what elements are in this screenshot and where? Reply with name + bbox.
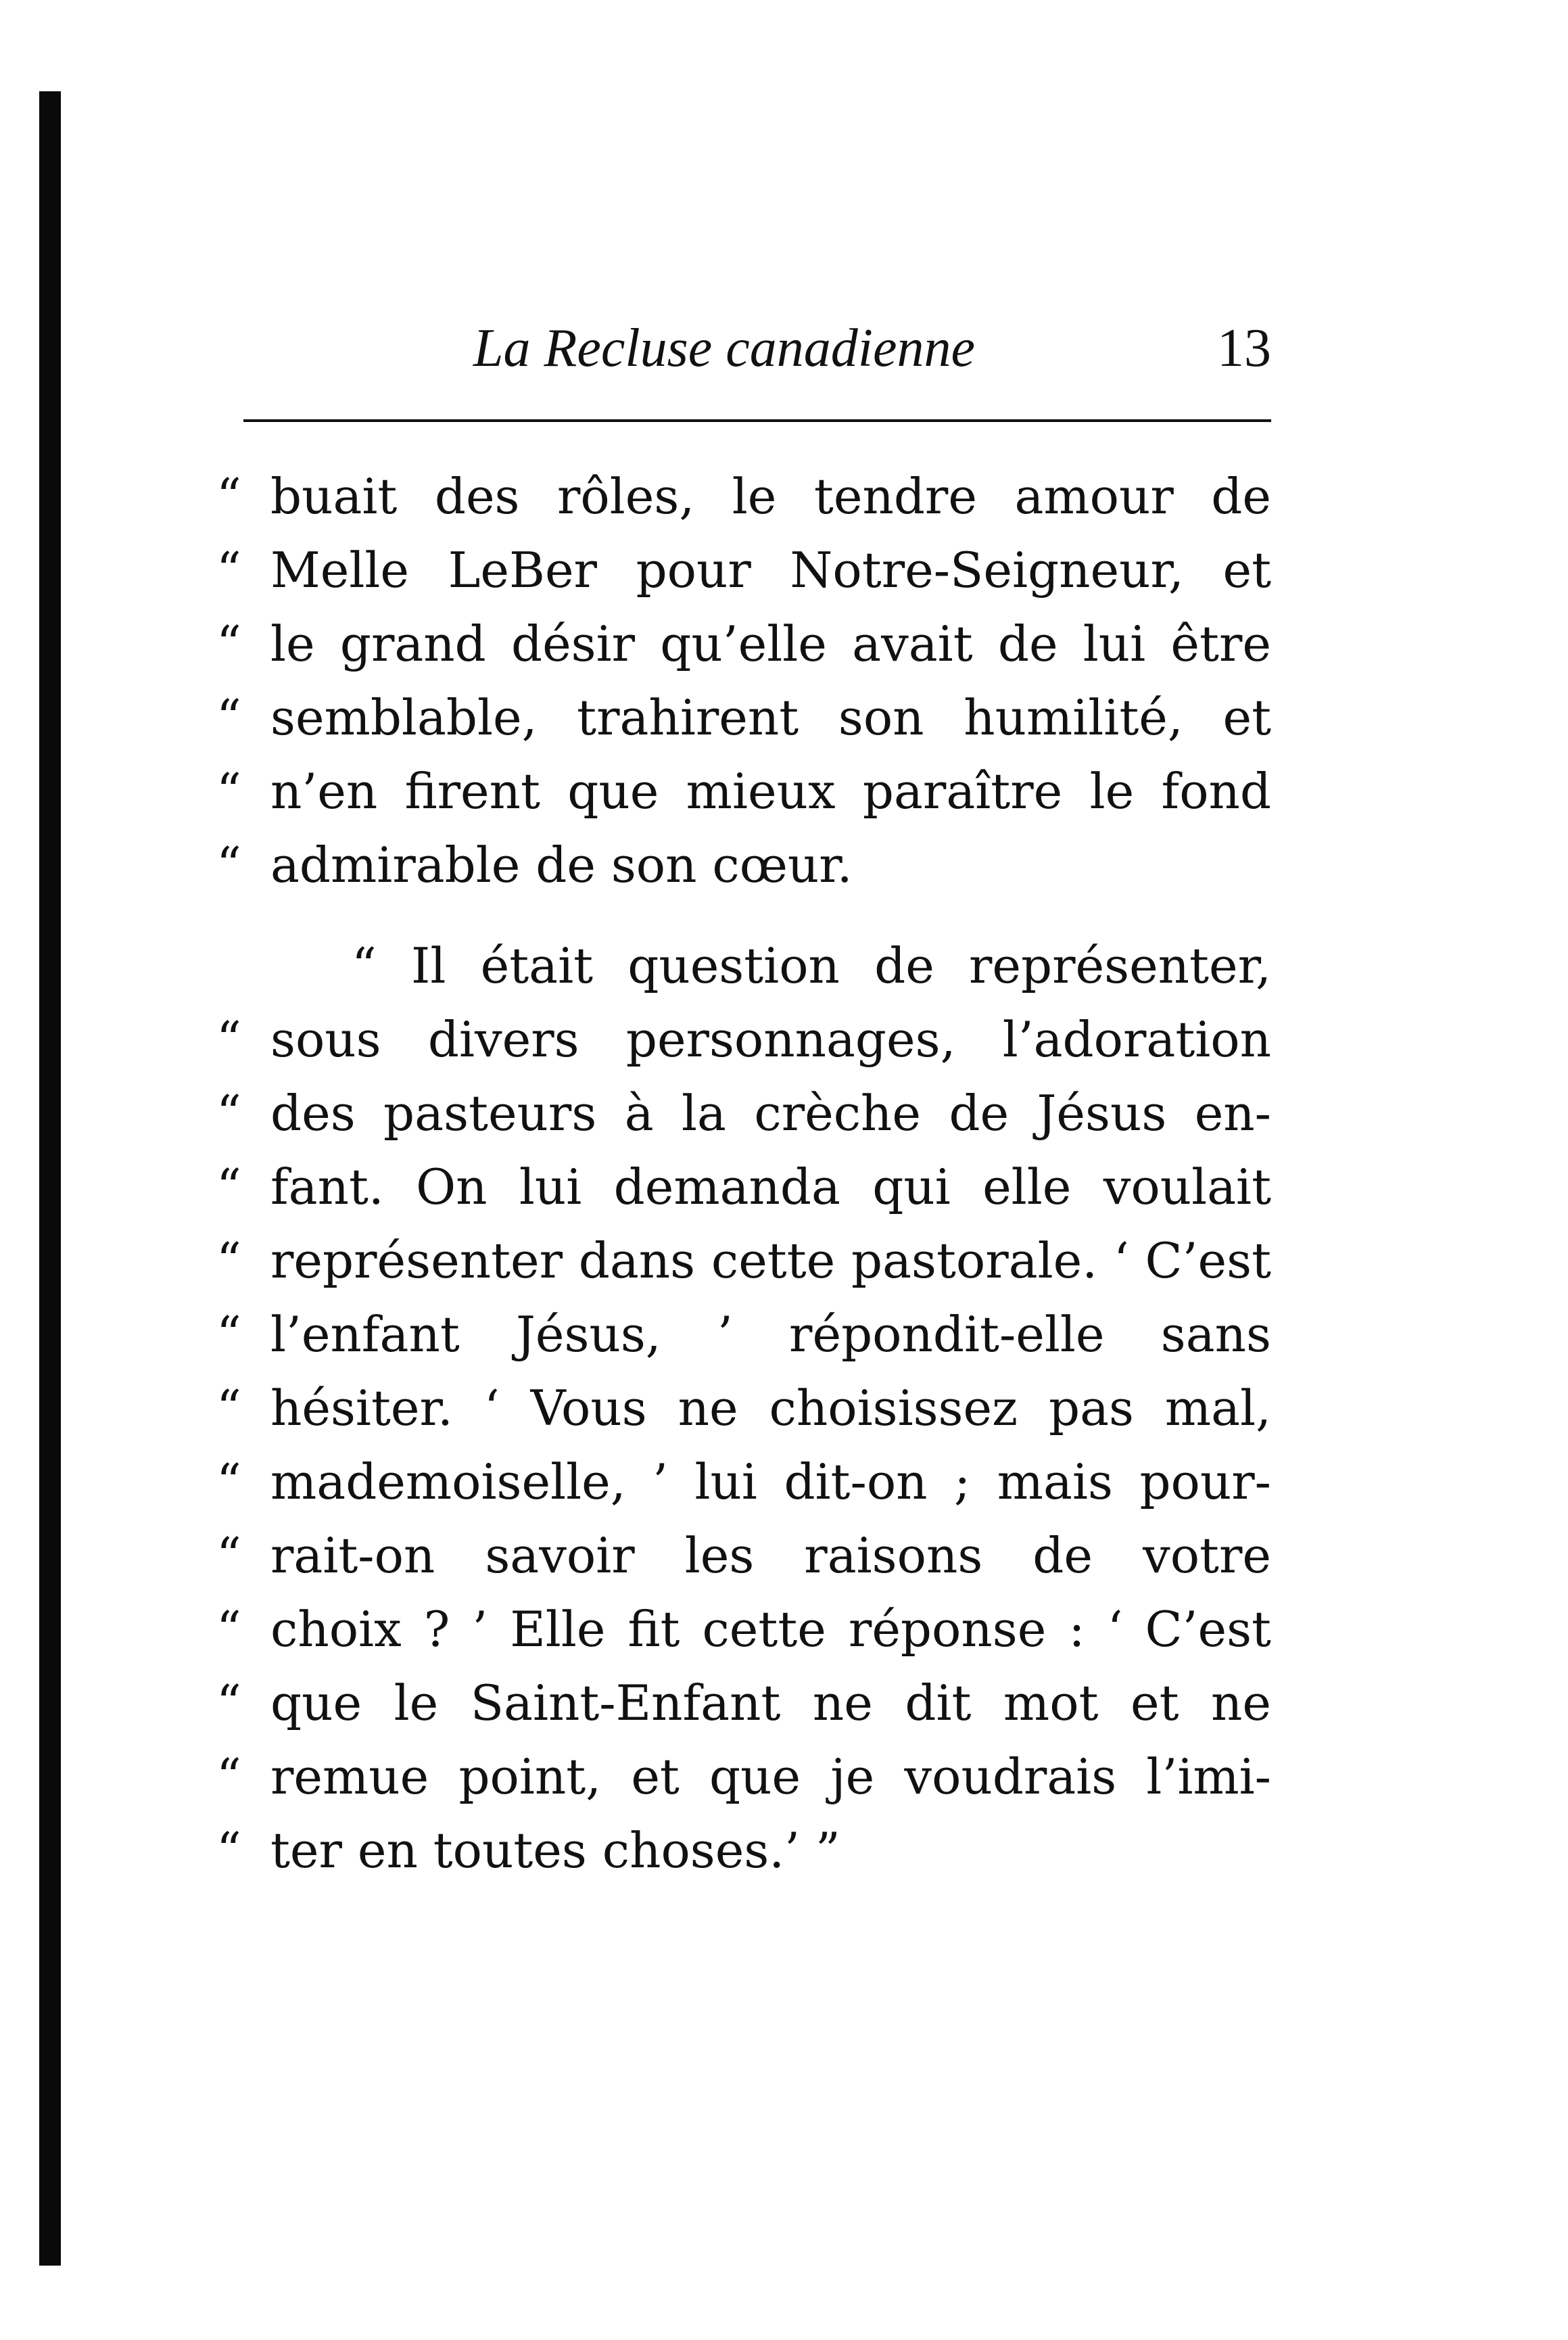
text-line [216,1740,1271,1814]
running-title: La Recluse canadienne [473,319,975,378]
line-text: hésiter. ‘ Vous ne choisissez pas mal, [270,1380,1271,1436]
running-head [243,311,1271,392]
quote-mark: “ [216,1748,241,1805]
quote-mark: “ [216,468,241,525]
line-text: le grand désir qu’elle avait de lui être [270,615,1271,672]
line-text: remue point, et que je voudrais l’imi- [270,1748,1271,1805]
page-number: 13 [1217,319,1271,378]
line-text: représenter dans cette pastorale. ‘ C’est [270,1232,1271,1289]
paragraph-2 [216,929,1271,1888]
quote-mark: “ [216,689,241,746]
line-text: “ Il était question de représenter, [352,937,1271,994]
line-text: mademoiselle, ’ lui dit-on ; mais pour- [270,1453,1271,1510]
text-line [216,1445,1271,1519]
line-text: l’enfant Jésus, ’ répondit-elle sans [270,1306,1271,1363]
quote-mark: “ [216,1380,241,1436]
text-line [216,1298,1271,1372]
quote-mark: “ [216,1822,241,1879]
body-text [216,460,1271,1888]
line-text: que le Saint-Enfant ne dit mot et ne [270,1675,1271,1731]
line-text: Melle LeBer pour Notre-Seigneur, et [270,542,1271,599]
line-text: buait des rôles, le tendre amour de [270,468,1271,525]
quote-mark: “ [216,1306,241,1363]
text-line [216,534,1271,607]
paragraph-1 [216,460,1271,902]
text-line [216,828,1271,902]
quote-mark: “ [216,1675,241,1731]
text-line [216,929,1271,1003]
line-text: sous divers personnages, l’adoration [270,1011,1271,1068]
line-text: rait-on savoir les raisons de votre [270,1527,1271,1584]
text-line [216,1814,1271,1888]
line-text: semblable, trahirent son humilité, et [270,689,1271,746]
text-line [216,755,1271,828]
text-line [216,1593,1271,1666]
quote-mark: “ [216,1085,241,1142]
quote-mark: “ [216,615,241,672]
line-text: fant. On lui demanda qui elle voulait [270,1159,1271,1215]
quote-mark: “ [216,1527,241,1584]
text-line [216,1224,1271,1298]
header-rule [243,419,1271,422]
quote-mark: “ [216,1159,241,1215]
paragraph-gap [216,902,1271,929]
quote-mark: “ [216,1601,241,1658]
text-line [216,607,1271,681]
text-line [216,1003,1271,1077]
quote-mark: “ [216,1232,241,1289]
text-line [216,1519,1271,1593]
quote-mark: “ [216,542,241,599]
text-line [216,1372,1271,1445]
text-line [216,1666,1271,1740]
quote-mark: “ [216,1453,241,1510]
line-text: ter en toutes choses.’ ” [270,1822,840,1879]
text-line [216,460,1271,534]
line-text: des pasteurs à la crèche de Jésus en- [270,1085,1271,1142]
text-line [216,1077,1271,1150]
line-text: n’en firent que mieux paraître le fond [270,763,1271,820]
line-text: choix ? ’ Elle fit cette réponse : ‘ C’est [270,1601,1271,1658]
text-line [216,1150,1271,1224]
quote-mark: “ [216,837,241,893]
quote-mark: “ [216,1011,241,1068]
text-line [216,681,1271,755]
line-text: admirable de son cœur. [270,837,853,893]
quote-mark: “ [216,763,241,820]
